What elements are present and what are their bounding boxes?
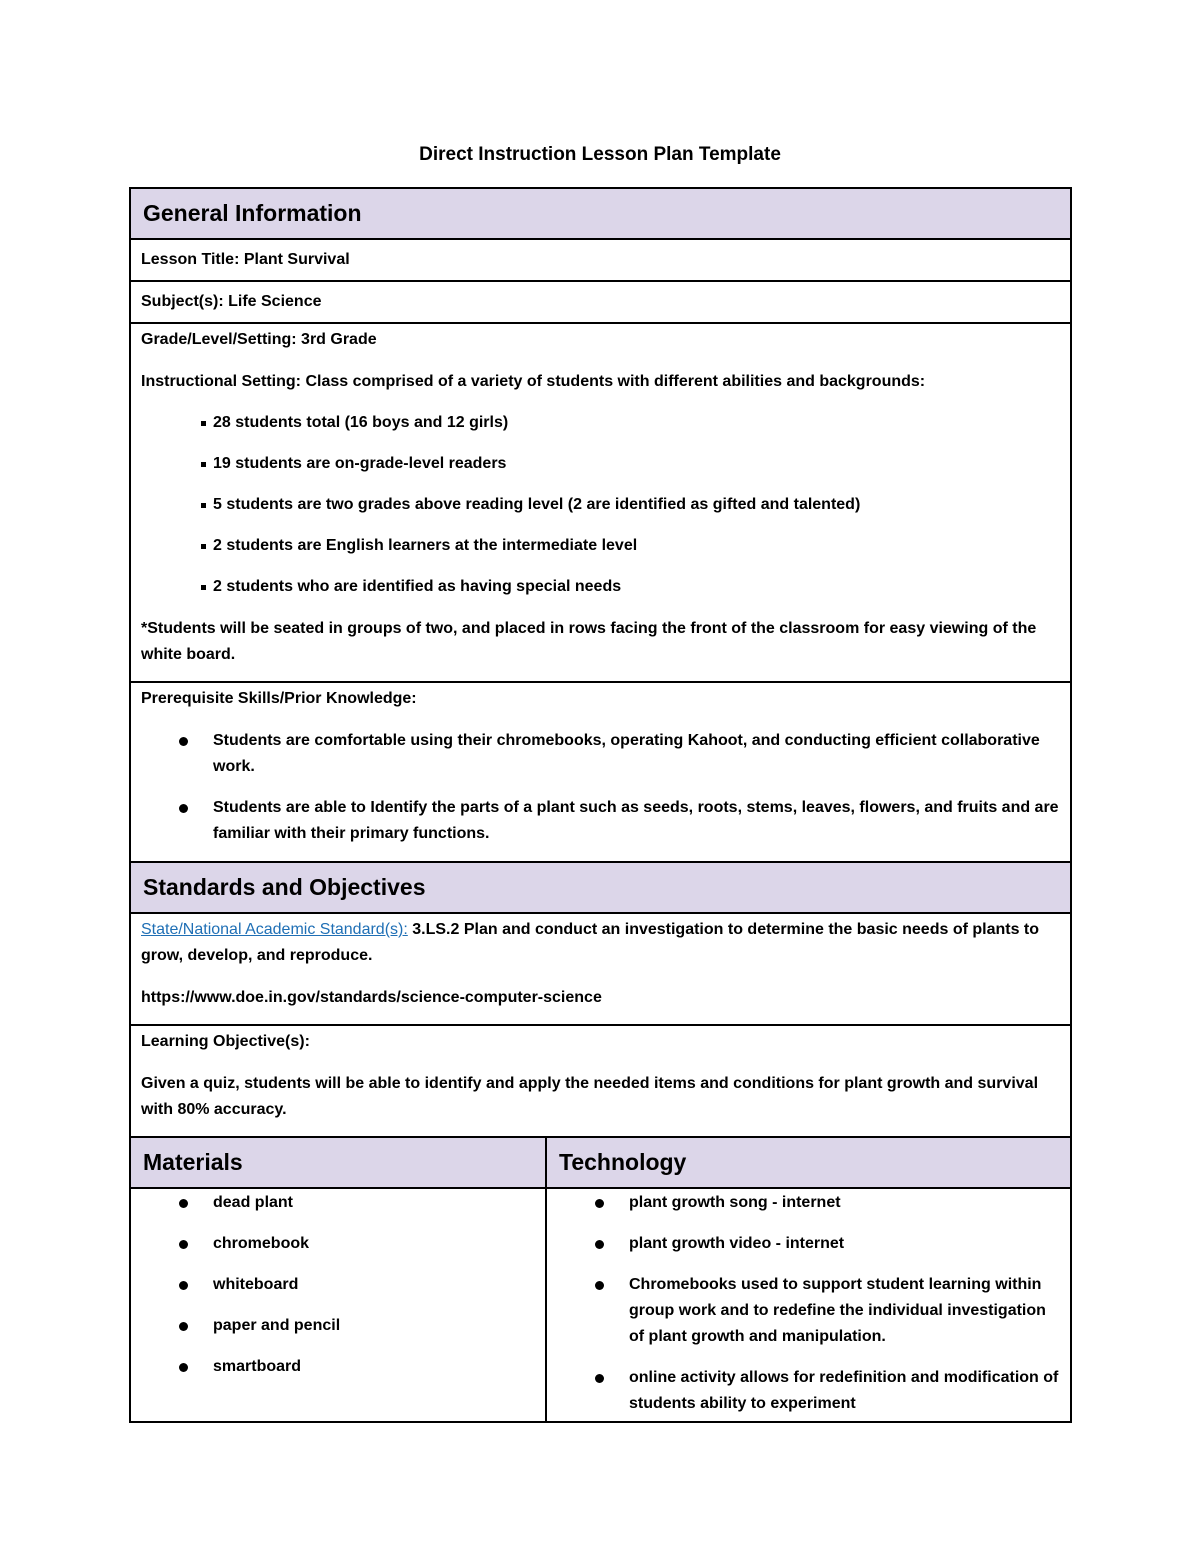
prerequisite-list [141,728,1060,847]
list-item: online activity allows for redefinition and modification of students ability to experiment [557,1365,1060,1417]
list-item: Students are able to Identify the parts of a plant such as seeds, roots, stems, leaves, flowers, and fruits and are familiar with their primary functions. [141,795,1060,847]
list-item: chromebook [141,1231,535,1257]
standards-header-row [130,862,1071,913]
class-composition-list [141,410,1060,600]
list-item: 2 students who are identified as having special needs [141,574,1060,600]
prerequisite-row [130,682,1071,862]
list-item: dead plant [141,1190,535,1216]
technology-header: Technology [546,1137,1071,1188]
list-item: 2 students are English learners at the intermediate level [141,533,1060,559]
list-item: 19 students are on-grade-level readers [141,451,1060,477]
list-item: 5 students are two grades above reading level (2 are identified as gifted and talented) [141,492,1060,518]
materials-cell [130,1188,546,1422]
standards-objectives-header: Standards and Objectives [130,862,1071,913]
grade-setting-cell [130,323,1071,682]
instructional-setting: Instructional Setting: Class comprised of a variety of students with different abilities and backgrounds: [141,373,926,390]
list-item: smartboard [141,1354,535,1380]
standard-text: 3.LS.2 Plan and conduct an investigation to determine the basic needs of plants to grow, develop, and reproduce. [141,921,1040,964]
lesson-title-row [130,239,1071,281]
general-information-header: General Information [130,188,1071,239]
learning-objective-text: Given a quiz, students will be able to identify and apply the needed items and conditions for plant growth and survival with 80% accuracy. [141,1075,1039,1118]
list-item: 28 students total (16 boys and 12 girls) [141,410,1060,436]
prerequisite-cell [130,682,1071,862]
materials-technology-header-row [130,1137,1071,1188]
document-title: Direct Instruction Lesson Plan Template [419,144,781,165]
subjects-row [130,281,1071,323]
standard-url: https://www.doe.in.gov/standards/science-computer-science [141,989,602,1006]
list-item: paper and pencil [141,1313,535,1339]
lesson-plan-table [129,187,1072,1423]
grade-setting-row [130,323,1071,682]
seating-note: *Students will be seated in groups of two, and placed in rows facing the front of the classroom for easy viewing of the white board. [141,620,1037,663]
list-item: Chromebooks used to support student learning within group work and to redefine the individual investigation of plant growth and manipulation. [557,1272,1060,1350]
standards-cell [130,913,1071,1025]
list-item: whiteboard [141,1272,535,1298]
learning-objectives-label: Learning Objective(s): [141,1033,310,1050]
lesson-title: Lesson Title: Plant Survival [130,239,1071,281]
technology-cell [546,1188,1071,1422]
subjects: Subject(s): Life Science [130,281,1071,323]
list-item: plant growth video - internet [557,1231,1060,1257]
general-information-header-row [130,188,1071,239]
grade-level: Grade/Level/Setting: 3rd Grade [141,331,377,348]
list-item: Students are comfortable using their chromebooks, operating Kahoot, and conducting efficient collaborative work. [141,728,1060,780]
materials-header: Materials [130,1137,546,1188]
objectives-row [130,1025,1071,1137]
technology-list [557,1190,1060,1417]
materials-list [141,1190,535,1380]
materials-technology-row [130,1188,1071,1422]
prerequisite-label: Prerequisite Skills/Prior Knowledge: [141,690,417,707]
academic-standards-link[interactable]: State/National Academic Standard(s): [141,921,408,938]
standard-statement [141,917,1060,969]
standards-row [130,913,1071,1025]
list-item: plant growth song - internet [557,1190,1060,1216]
objectives-cell [130,1025,1071,1137]
